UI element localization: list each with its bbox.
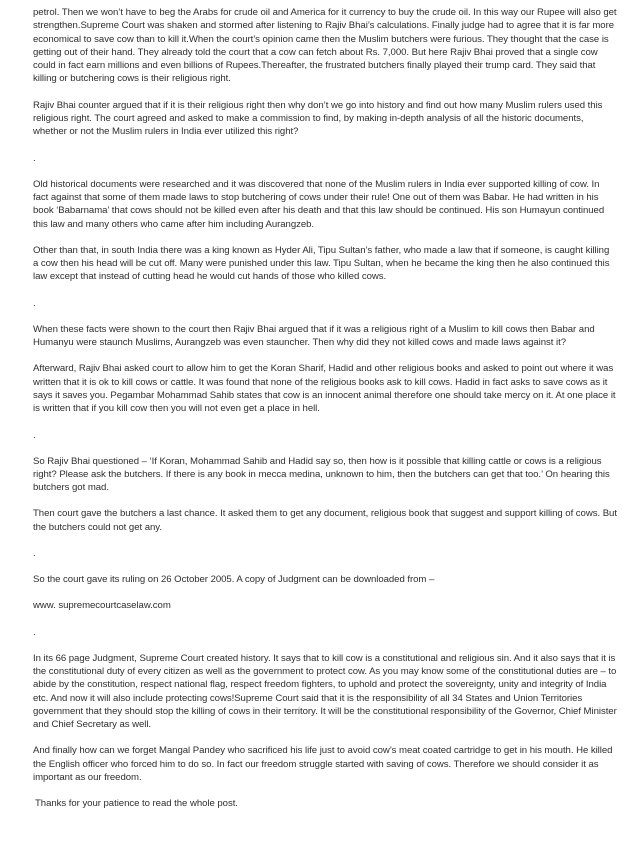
- paragraph-historical-documents: Old historical documents were researched and it was discovered that none of the Muslim rulers in India ever supported killing of cow. In fact against that some of them made laws to stop butchering of cows under their rule! One out of them was Babar. He had written in his book ‘Babarnama’ that cows should not be killed even after his death and that this law should be continued. His son Humayun continued this law and many others who came after him including Aurangzeb.: [33, 178, 605, 230]
- paragraph-mangal-pandey: And finally how can we forget Mangal Pandey who sacrificed his life just to avoid cow’s meat coated cartridge to get in his mouth. He killed the English officer who forced him to do so. In fact our freedom struggle started with saving of cows. Therefore we should consider it as important as our freedom.: [33, 745, 613, 783]
- document-body: [33, 6, 617, 811]
- paragraph-judgment: In its 66 page Judgment, Supreme Court created history. It says that to kill cow is a constitutional and religious sin. And it also says that it is the constitutional duty of every citizen as well as the government to protect cow. As you may know some of the constitutional duties are – to abide by the constitution, respect national flag, respect freedom fighters, to uphold and protect the sovereignty, unity and integrity of India etc. And now it will also include protecting cows!Supreme Court said that it is the responsibility of all 34 States and Union Territories government that they should stop the killing of cows in their territory. It will be the constitutional responsibility of the Governor, Chief Minister and Chief Secretary as well.: [33, 652, 617, 731]
- paragraph-last-chance: Then court gave the butchers a last chance. It asked them to get any document, religious book that suggest and support killing of cows. But the butchers could not get any.: [33, 508, 617, 533]
- paragraph-thanks: Thanks for your patience to read the whole post.: [35, 798, 238, 810]
- paragraph-economics: petrol. Then we won’t have to beg the Arabs for crude oil and America for it currency to buy the crude oil. In this way our Rupee will also get strengthen.Supreme Court was shaken and stormed after listening to Rajiv Bhai’s calculations. Finally judge had to agree that it is far more economical to save cow than to kill it.When the court’s opinion came then the Muslim butchers were furious. They thought that the case is getting out of their hand. They already told the court that a cow can fetch about Rs. 7,000. But here Rajiv Bhai proved that a single cow could in fact earn millions and even billions of Rupees.Thereafter, the frustrated butchers finally played their trump card. They said that killing or butchering cows is their religious right.: [33, 7, 617, 85]
- separator-dot: .: [33, 429, 36, 441]
- paragraph-ruling: So the court gave its ruling on 26 October 2005. A copy of Judgment can be downloaded from –: [33, 574, 435, 586]
- paragraph-questioned: So Rajiv Bhai questioned – ‘If Koran, Mohammad Sahib and Hadid say so, then how is it possible that killing cattle or cows is a religious right? Please ask the butchers. If there is any book in mecca medina, unknown to him, then the butchers can get that too.’ On hearing this butchers got mad.: [33, 455, 610, 494]
- paragraph-hyder-ali: Other than that, in south India there was a king known as Hyder Ali, Tipu Sultan’s father, who made a law that if someone, is caught killing a cow then his head will be cut off. Many were punished under this law. Tipu Sultan, when he became the king then he also continued this law except that instead of cutting head he would cut hands of those who killed cows.: [33, 244, 610, 283]
- paragraph-religious-books: Afterward, Rajiv Bhai asked court to allow him to get the Koran Sharif, Hadid and other religious books and asked to point out where it was written that it is ok to kill cows or cattle. It was found that none of the religious books ask to kill cows. Hadid in fact asks to save cows as it says it saves you. Pegambar Mohammad Sahib states that cow is an innocent animal therefore one should take mercy on it. At one place it is written that if you kill cow then you will not even get a place in hell.: [33, 363, 616, 415]
- separator-dot: .: [33, 152, 36, 164]
- separator-dot: .: [33, 548, 36, 560]
- paragraph-facts-shown: When these facts were shown to the court then Rajiv Bhai argued that if it was a religious right of a Muslim to kill cows then Babar and Humanyu were staunch Muslims, Aurangzeb was even stauncher. Then why did they not killed cows and made laws against it?: [33, 323, 595, 349]
- paragraph-website: www. supremecourtcaselaw.com: [33, 600, 171, 612]
- separator-dot: .: [33, 297, 36, 309]
- separator-dot: .: [33, 626, 36, 638]
- paragraph-counter-argument: Rajiv Bhai counter argued that if it is their religious right then why don’t we go into history and find out how many Muslim rulers used this religious right. The court agreed and asked to make a commission to find, by making in-depth analysis of all the historic documents, whether or not the Muslim rulers in India ever utilized this right?: [33, 99, 603, 138]
